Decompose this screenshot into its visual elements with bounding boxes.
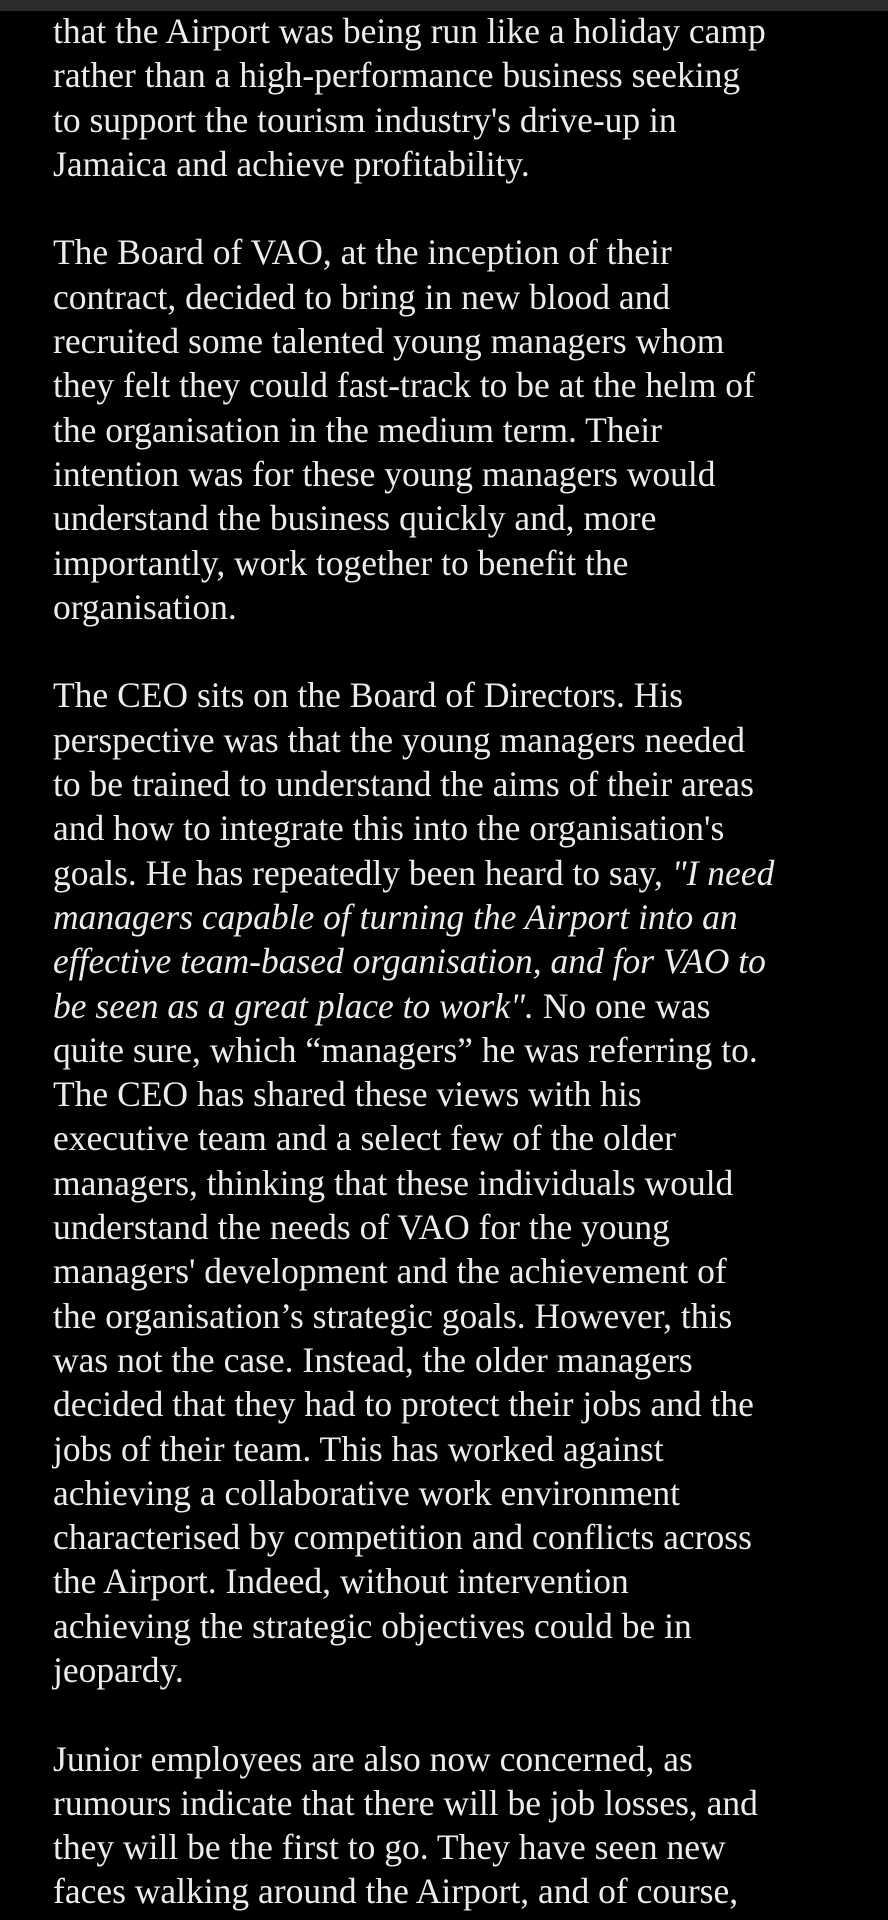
text-line bbox=[53, 984, 883, 1028]
quote-text: managers capable of turning the Airport into an bbox=[53, 896, 738, 937]
paragraph-2 bbox=[53, 230, 883, 629]
text-line: Junior employees are also now concerned, as bbox=[53, 1738, 693, 1779]
text-line: importantly, work together to benefit the bbox=[53, 542, 629, 583]
text-line: Jamaica and achieve profitability. bbox=[53, 143, 530, 184]
text-line: The Board of VAO, at the inception of their bbox=[53, 232, 672, 273]
text-line: perspective was that the young managers needed bbox=[53, 719, 745, 760]
text-line: recruited some talented young managers whom bbox=[53, 321, 725, 362]
text-line: jobs of their team. This has worked against bbox=[53, 1428, 664, 1469]
text-line: to support the tourism industry's drive-up in bbox=[53, 99, 677, 140]
text-line: decided that they had to protect their jobs and the bbox=[53, 1384, 754, 1425]
text-line: achieving a collaborative work environment bbox=[53, 1472, 680, 1513]
text-line: rumours indicate that there will be job losses, and bbox=[53, 1782, 758, 1823]
text-line: The CEO has shared these views with his bbox=[53, 1074, 642, 1115]
text-line: managers, thinking that these individuals would bbox=[53, 1162, 734, 1203]
text-line: achieving the strategic objectives could be in bbox=[53, 1605, 692, 1646]
text-line: executive team and a select few of the older bbox=[53, 1118, 676, 1159]
text-line: the organisation in the medium term. Their bbox=[53, 409, 662, 450]
quote-line bbox=[53, 939, 883, 983]
text-segment: No one was bbox=[533, 985, 711, 1026]
quote-text: "I need bbox=[671, 852, 775, 893]
quote-text: effective team-based organisation, and for VAO to bbox=[53, 941, 766, 982]
text-line: understand the business quickly and, more bbox=[53, 498, 657, 539]
text-line: contract, decided to bring in new blood and bbox=[53, 276, 671, 317]
text-line: jeopardy. bbox=[53, 1649, 184, 1690]
text-line: quite sure, which “managers” he was referring to. bbox=[53, 1029, 758, 1070]
text-line: the Airport. Indeed, without intervention bbox=[53, 1561, 629, 1602]
paragraph-1 bbox=[53, 9, 883, 186]
paragraph-3 bbox=[53, 673, 883, 1692]
quote-line bbox=[53, 895, 883, 939]
text-line: organisation. bbox=[53, 586, 237, 627]
text-line: managers' development and the achievement of bbox=[53, 1251, 727, 1292]
text-line: rather than a high-performance business seeking bbox=[53, 55, 741, 96]
text-line: faces walking around the Airport, and of course, bbox=[53, 1871, 739, 1912]
text-line: the organisation’s strategic goals. However, this bbox=[53, 1295, 733, 1336]
text-line bbox=[53, 851, 883, 895]
paragraph-4 bbox=[53, 1737, 883, 1914]
document-body bbox=[53, 9, 883, 1914]
text-line: The CEO sits on the Board of Directors. His bbox=[53, 675, 684, 716]
text-line: understand the needs of VAO for the young bbox=[53, 1207, 670, 1248]
text-line: that the Airport was being run like a holiday camp bbox=[53, 11, 766, 51]
quote-text: be seen as a great place to work". bbox=[53, 985, 534, 1026]
text-line: and how to integrate this into the organisation's bbox=[53, 808, 725, 849]
text-line: intention was for these young managers would bbox=[53, 453, 716, 494]
text-line: they will be the first to go. They have seen new bbox=[53, 1827, 726, 1868]
text-line: characterised by competition and conflicts across bbox=[53, 1517, 752, 1558]
text-line: they felt they could fast-track to be at the helm of bbox=[53, 365, 755, 406]
text-segment: goals. He has repeatedly been heard to say, bbox=[53, 852, 672, 893]
text-line: was not the case. Instead, the older managers bbox=[53, 1339, 693, 1380]
text-line: to be trained to understand the aims of their areas bbox=[53, 764, 754, 805]
